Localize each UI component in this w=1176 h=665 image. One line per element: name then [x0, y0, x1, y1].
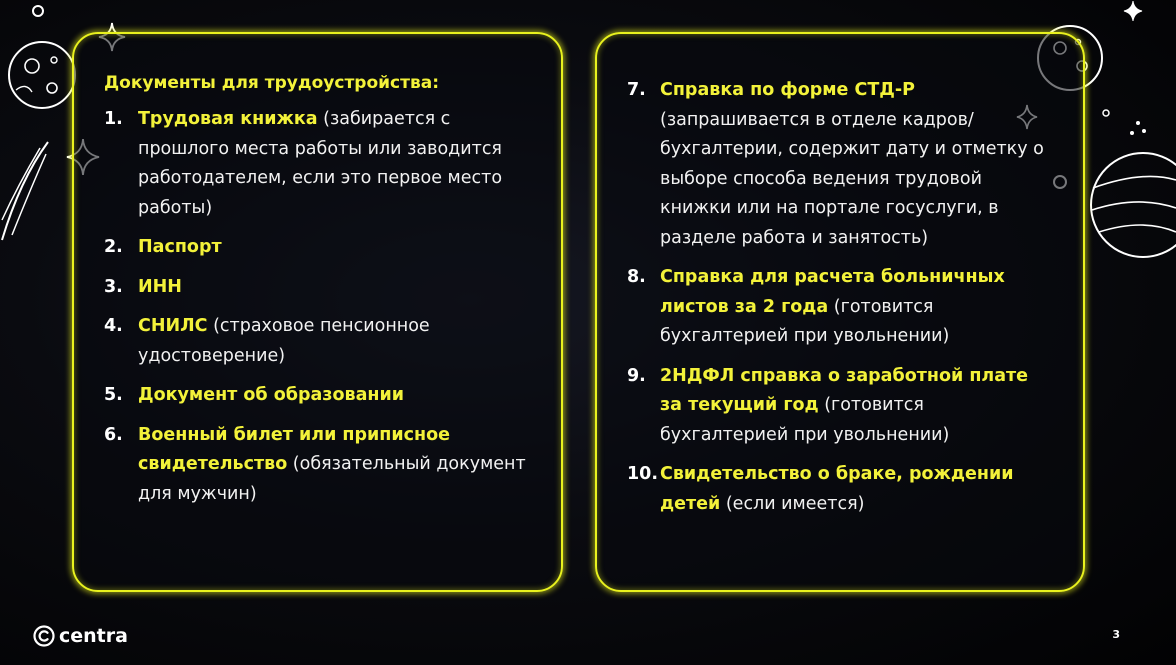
list-item	[627, 362, 1047, 451]
item-title: Свидетельство о браке, рождении детей	[660, 464, 1014, 514]
item-note: (если имеется)	[720, 493, 865, 514]
list-item	[104, 105, 534, 223]
item-title: 2НДФЛ справка о заработной плате за текущий год	[660, 365, 1029, 415]
item-number: 2.	[104, 237, 123, 257]
item-number: 1.	[104, 109, 123, 129]
centra-logo-icon	[33, 625, 55, 647]
item-title: СНИЛС	[138, 316, 208, 336]
planet-doodle-left-icon	[2, 30, 82, 120]
list-item	[627, 76, 1047, 253]
list-item	[104, 381, 534, 411]
item-note: (обязательный документ для мужчин)	[138, 454, 526, 504]
list-item	[104, 312, 534, 371]
item-title: Документ об образовании	[138, 385, 404, 405]
centra-logo	[33, 625, 128, 647]
item-number: 5.	[104, 385, 123, 405]
circle-doodle-icon	[31, 4, 45, 18]
item-note: (готовится бухгалтерией при увольнении)	[660, 296, 950, 346]
item-number: 4.	[104, 316, 123, 336]
item-number: 6.	[104, 424, 123, 445]
striped-planet-doodle-icon	[1083, 150, 1176, 260]
page-number: 3	[1112, 628, 1120, 641]
dots-doodle-icon	[1098, 105, 1148, 165]
item-title: Справка для расчета больничных листов за 2 года	[660, 267, 1005, 317]
item-note: (забирается с прошлого места работы или заводится работодателем, если это первое место работы)	[138, 109, 503, 218]
logo-text: centra	[59, 625, 128, 647]
item-note: (готовится бухгалтерией при увольнении)	[660, 395, 950, 445]
list-item	[104, 273, 534, 303]
right-document-list	[627, 76, 1047, 529]
item-title: Паспорт	[138, 237, 222, 257]
item-number: 9.	[627, 365, 646, 386]
item-title: Трудовая книжка	[138, 109, 318, 129]
item-number: 8.	[627, 267, 646, 287]
item-title: ИНН	[138, 276, 182, 297]
item-number: 7.	[627, 80, 646, 100]
item-note: (страховое пенсионное удостоверение)	[138, 316, 430, 366]
sparkle-doodle-icon	[1123, 0, 1143, 22]
item-note: (запрашивается в отделе кадров/бухгалтерии, содержит дату и отметку о выборе способа ведения трудовой книжки или на портале госуслуги, в разделе работа и занятость)	[660, 109, 1044, 248]
item-number: 3.	[104, 276, 123, 297]
left-document-list	[104, 105, 534, 519]
section-heading: Документы для трудоустройства:	[104, 73, 440, 93]
list-item	[627, 263, 1047, 352]
comet-doodle-icon	[0, 140, 50, 250]
list-item	[104, 421, 534, 510]
item-title: Справка по форме СТД-Р	[660, 80, 915, 100]
item-title: Военный билет или приписное свидетельство	[138, 424, 451, 474]
item-number: 10.	[627, 464, 659, 484]
list-item	[627, 460, 1047, 519]
list-item	[104, 233, 534, 263]
